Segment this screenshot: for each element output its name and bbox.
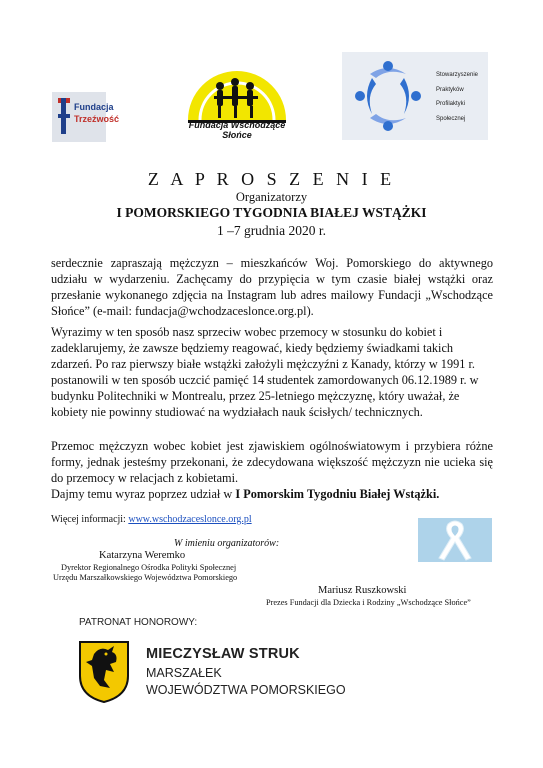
organizers-label: Organizatorzy bbox=[235, 190, 308, 204]
signatory-1-role-line1: Dyrektor Regionalnego Ośrodka Polityki Społecznej bbox=[61, 563, 237, 572]
signatory-2-name: Mariusz Ruszkowski bbox=[318, 585, 407, 596]
sp-line-4: Społecznej bbox=[436, 115, 466, 122]
fundacja-wschodzace-slonce-logo bbox=[180, 56, 294, 140]
signatory-1-role-line2: Urzędu Marszałkowskiego Województwa Pomorskiego bbox=[53, 573, 238, 582]
signatory-2-role: Prezes Fundacji dla Dziecka i Rodziny „Wschodzące Słońce” bbox=[266, 598, 471, 607]
ws-logo-caption: Fundacja Wschodzące Słońce bbox=[188, 120, 286, 140]
call-to-action-event: I Pomorskim Tygodniu Białej Wstążki. bbox=[235, 487, 440, 501]
event-dates: 1 –7 grudnia 2020 r. bbox=[216, 223, 327, 238]
hands-circle-icon bbox=[342, 52, 432, 140]
sun-logo-icon bbox=[180, 56, 294, 128]
paragraph-call-to-action bbox=[51, 487, 439, 502]
website-link[interactable]: www.wschodzaceslonce.org.pl bbox=[128, 514, 252, 525]
event-name: I POMORSKIEGO TYGODNIA BIAŁEJ WSTĄŻKI bbox=[116, 205, 427, 220]
white-ribbon-image bbox=[418, 518, 492, 562]
paragraph-invitation: serdecznie zapraszają mężczyzn – mieszkańców Woj. Pomorskiego do aktywnego udziału w wydarzeniu. Zachęcamy do przypięcia w tym czasie białej wstążki oraz przesłanie wykonanego zdjęcia na Instagram lub adres mailowy Fundacji „Wschodzące Słońce” (e-mail: fundacja@wchodzaceslonce.org.pl). bbox=[51, 256, 493, 318]
white-ribbon-icon bbox=[418, 518, 492, 562]
sp-line-3: Profilaktyki bbox=[436, 101, 466, 107]
patron-role-line1: MARSZAŁEK bbox=[146, 666, 222, 680]
fundacja-trzezwosc-logo bbox=[52, 92, 120, 142]
paragraph-history: Wyrazimy w ten sposób nasz sprzeciw wobec przemocy w stosunku do kobiet i zadeklarujemy, że zawsze będziemy reagować, kiedy będziemy świadkami takich zdarzeń. Po raz pierwszy białe wstążki założyli mężczyźni z Kanady, którzy w 1991 r. postanowili w ten sposób uczcić pamięć 14 studentek zamordowanych 06.12.1989 r. w budynku Politechniki w Montrealu, przez 25-letniego mężczyznę, który uważał, że kobiety nie powinny studiować na wydziałach nauk ścisłych/ technicznych. bbox=[51, 325, 479, 419]
call-to-action-prefix: Dajmy temu wyraz poprzez udział w bbox=[51, 487, 236, 501]
more-info-label: Więcej informacji: bbox=[51, 514, 129, 525]
more-info bbox=[51, 514, 252, 525]
patron-role-line2: WOJEWÓDZTWA POMORSKIEGO bbox=[146, 683, 346, 697]
signatory-1-name: Katarzyna Weremko bbox=[99, 550, 186, 561]
ft-logo-line1: Fundacja bbox=[74, 102, 114, 112]
pomorskie-crest bbox=[78, 640, 130, 704]
griffin-crest-icon bbox=[78, 640, 130, 704]
paragraph-violence: Przemoc mężczyzn wobec kobiet jest zjawiskiem ogólnoświatowym i przybiera różne formy, jednak jesteśmy przekonani, że zdecydowana większość mężczyzn nie ucieka się do przemocy w relacjach z kobietami. bbox=[51, 439, 493, 485]
sp-line-1: Stowarzyszenie bbox=[436, 72, 479, 78]
ft-logo-icon bbox=[58, 98, 70, 134]
ft-logo-line2: Trzeźwość bbox=[74, 114, 120, 124]
sp-line-2: Praktyków bbox=[436, 86, 464, 93]
patron-name: MIECZYSŁAW STRUK bbox=[146, 646, 300, 662]
invitation-title: Z A P R O S Z E N I E bbox=[147, 169, 396, 189]
stowarzyszenie-logo bbox=[342, 52, 488, 140]
on-behalf-label: W imieniu organizatorów: bbox=[174, 538, 280, 549]
patron-label: PATRONAT HONOROWY: bbox=[79, 617, 198, 628]
